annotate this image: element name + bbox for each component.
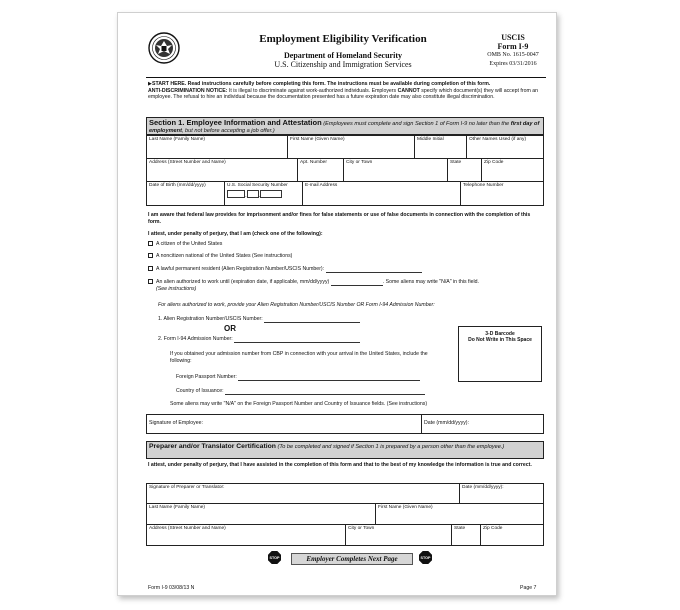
employee-date-field[interactable]: Date (mm/dd/yyyy):	[421, 415, 545, 433]
alien-number-input[interactable]	[264, 317, 360, 323]
header-divider	[146, 77, 546, 78]
preparer-last-name-field[interactable]: Last Name (Family Name)	[149, 505, 205, 510]
middle-initial-field[interactable]: Middle Initial	[414, 136, 466, 158]
na-note: Some aliens may write "N/A" on the Foreign Passport Number and Country of Issuance fields. (See instructions)	[170, 401, 428, 407]
address-field[interactable]: Address (Street Number and Name)	[149, 160, 226, 165]
cbp-note: If you obtained your admission number from CBP in connection with your arrival in the United States, include the following:	[170, 351, 428, 364]
city-field[interactable]: City or Town	[343, 159, 447, 181]
address-row	[146, 159, 544, 182]
passport-row: Foreign Passport Number:	[176, 374, 420, 381]
preparer-address-row	[146, 525, 544, 546]
citizen-checkbox[interactable]	[148, 241, 153, 246]
preparer-signature-row	[146, 483, 544, 504]
preparer-header: Preparer and/or Translator Certification (To be completed and signed if Section 1 is prepared by a person other than the employee.)	[146, 441, 544, 459]
last-name-field[interactable]: Last Name (Family Name)	[149, 137, 205, 142]
apt-number-field[interactable]: Apt. Number	[297, 159, 343, 181]
uscis-label: USCIS	[501, 33, 525, 42]
preparer-name-row	[146, 504, 544, 525]
i94-number-row: 2. Form I-94 Admission Number:	[158, 336, 360, 343]
country-input[interactable]	[225, 389, 425, 395]
option-citizen[interactable]: A citizen of the United States	[148, 241, 222, 248]
zip-field[interactable]: Zip Code	[481, 159, 545, 181]
preparer-address-field[interactable]: Address (Street Number and Name)	[149, 526, 226, 531]
country-row: Country of Issuance:	[176, 388, 425, 395]
option-alien-authorized[interactable]: An alien authorized to work until (expiration date, if applicable, mm/dd/yyyy) . Some aliens may write "N/A" in this field. (See instructions)	[148, 279, 544, 292]
preparer-zip-field[interactable]: Zip Code	[480, 525, 545, 545]
state-field[interactable]: State	[447, 159, 481, 181]
option-noncitizen-national[interactable]: A noncitizen national of the United States (See instructions)	[148, 253, 292, 260]
page-number: Page 7	[520, 585, 537, 591]
attest-statement: I attest, under penalty of perjury, that I am (check one of the following):	[148, 231, 323, 237]
preparer-first-name-field[interactable]: First Name (Given Name)	[375, 504, 545, 524]
permanent-resident-checkbox[interactable]	[148, 266, 153, 271]
first-name-field[interactable]: First Name (Given Name)	[287, 136, 414, 158]
employer-completes-banner: Employer Completes Next Page	[291, 553, 413, 565]
ssn-field[interactable]: U.S. Social Security Number - -	[224, 182, 302, 205]
agency-name: U.S. Citizenship and Immigration Services	[274, 60, 412, 69]
dhs-seal-icon	[148, 32, 180, 64]
barcode-box: 3-D Barcode Do Not Write in This Space	[458, 326, 542, 382]
start-notice: ▶START HERE. Read instructions carefully before completing this form. The instructions must be available during completion of this form. ANTI-DISCRIMINATION NOTICE: It is illegal to discriminate against work-authorized individuals. Employers CANNOT specify which document(s) they will accept from an employee. The refusal to hire an individual because the documentation presented has a future expiration date may also constitute illegal discrimination.	[148, 81, 539, 101]
option-permanent-resident[interactable]: A lawful permanent resident (Alien Registration Number/USCIS Number):	[148, 266, 422, 273]
preparer-date-field[interactable]: Date (mm/dd/yyyy):	[459, 484, 545, 503]
employee-signature-row	[146, 414, 544, 434]
for-aliens-note: For aliens authorized to work, provide your Alien Registration Number/USCIS Number OR Form I-94 Admission Number:	[158, 302, 435, 308]
expiry-date: Expires 03/31/2016	[489, 61, 537, 67]
stop-sign-icon	[268, 551, 281, 564]
passport-input[interactable]	[238, 375, 420, 381]
aware-statement: I am aware that federal law provides for imprisonment and/or fines for false statements or use of false documents in connection with the completion of this form.	[148, 212, 531, 225]
alien-authorized-checkbox[interactable]	[148, 279, 153, 284]
preparer-attest: I attest, under penalty of perjury, that I have assisted in the completion of this form and that to the best of my knowledge the information is true and correct.	[148, 462, 532, 468]
form-number: Form I-9	[497, 42, 529, 51]
omb-number: OMB No. 1615-0047	[487, 52, 539, 58]
dob-ssn-row	[146, 182, 544, 206]
preparer-signature-field[interactable]: Signature of Preparer or Translator:	[149, 485, 225, 490]
form-revision: Form I-9 03/08/13 N	[148, 585, 195, 591]
form-title: Employment Eligibility Verification	[259, 33, 427, 45]
name-row	[146, 135, 544, 159]
section1-header: Section 1. Employee Information and Attestation (Employees must complete and sign Section 1 of Form I-9 no later than the first day of employment, but not before accepting a job offer.)	[146, 117, 544, 135]
preparer-city-field[interactable]: City or Town	[345, 525, 451, 545]
alien-number-row: 1. Alien Registration Number/USCIS Number:	[158, 316, 360, 323]
form-id-block	[478, 33, 548, 69]
dob-field[interactable]: Date of Birth (mm/dd/yyyy)	[149, 183, 206, 188]
svg-text:STOP: STOP	[269, 555, 280, 560]
svg-text:STOP: STOP	[420, 555, 431, 560]
telephone-field[interactable]: Telephone Number	[460, 182, 545, 205]
form-page	[117, 12, 557, 596]
preparer-state-field[interactable]: State	[451, 525, 480, 545]
employee-signature-field[interactable]: Signature of Employee:	[149, 420, 203, 426]
email-field[interactable]: E-mail Address	[302, 182, 460, 205]
or-label: OR	[224, 324, 236, 333]
noncitizen-national-checkbox[interactable]	[148, 253, 153, 258]
department-name: Department of Homeland Security	[284, 51, 402, 60]
start-arrow-icon: ▶	[148, 81, 152, 87]
stop-sign-icon	[419, 551, 432, 564]
i94-number-input[interactable]	[234, 337, 360, 343]
other-names-field[interactable]: Other Names Used (if any)	[466, 136, 545, 158]
